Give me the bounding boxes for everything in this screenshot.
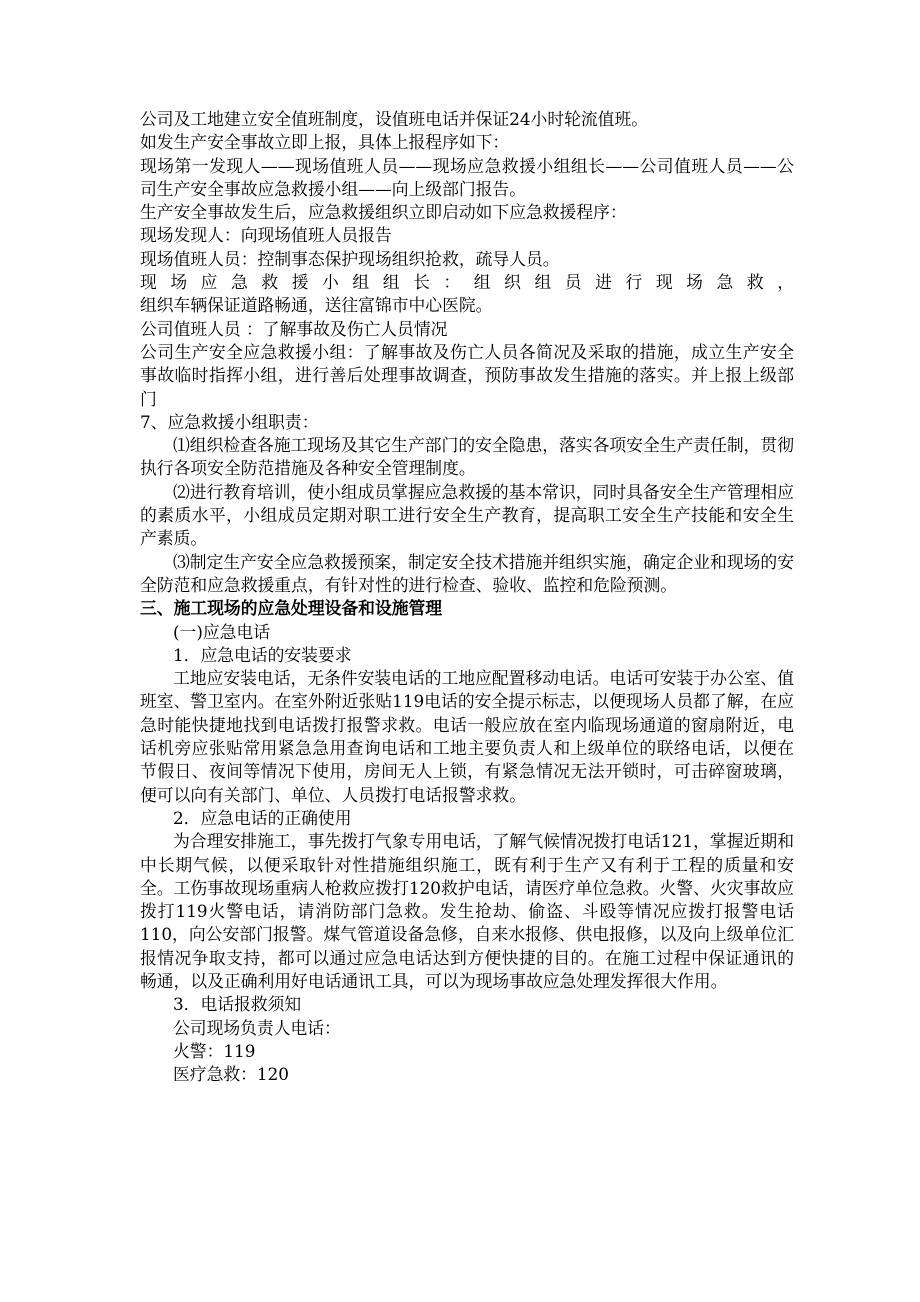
subheading-report-notice: 3．电话报救须知 [173, 994, 302, 1015]
text-fire-number: 火警：119 [173, 1040, 256, 1061]
paragraph-site-duty-staff: 现场值班人员：控制事态保护现场组织抢救，疏导人员。 [140, 248, 560, 269]
paragraph-installation: 工地应安装电话，无条件安装电话的工地应配置移动电话。电话可安装于办公室、值班室、警卫室内。在室外附近张贴119电话的安全提示标志，以便现场人员都了解，在应急时能快捷地找到电话拨打报警求救。电话一般应放在室内临现场通道的窗扇附近，电话机旁应张贴常用紧急急用查询电话和工地主要负责人和上级单位的联络电话，以便在节假日、夜间等情况下使用，房间无人上锁，有紧急情况无法开锁时，可击碎窗玻璃，便可以向有关部门、单位、人员拨打电话报警求救。 [140, 668, 794, 805]
paragraph-report-intro: 如发生产安全事故立即上报，具体上报程序如下： [140, 132, 510, 153]
paragraph-company-duty-staff: 公司值班人员 ：了解事故及伤亡人员情况 [140, 318, 448, 339]
paragraph-correct-use: 为合理安排施工，事先拨打气象专用电话，了解气候情况拨打电话121，掌握近期和中长期气候，以便采取针对性措施组织施工，既有利于生产又有利于工程的质量和安全。工伤事故现场重病人枪救应拨打120救护电话，请医疗单位急救。火警、火灾事故应拨打119火警电话，请消防部门急救。发生抢劫、偷盗、斗殴等情况应拨打报警电话110，向公安部门报警。煤气管道设备急修，自来水报修、供电报修，以及向上级单位汇报情况争取支持，都可以通过应急电话达到方便快捷的目的。在施工过程中保证通讯的畅通，以及正确利用好电话通讯工具，可以为现场事故应急处理发挥很大作用。 [140, 831, 794, 991]
subheading-emergency-phone: (一)应急电话 [173, 621, 271, 642]
section-heading-equipment: 三、施工现场的应急处理设备和设施管理 [140, 598, 443, 619]
paragraph-company-rescue-team: 公司生产安全应急救援小组：了解事故及伤亡人员各简况及采取的措施，成立生产安全事故临时指挥小组，进行善后处理事故调查，预防事故发生措施的落实。并上报上级部门 [140, 341, 794, 409]
paragraph-duty-system: 公司及工地建立安全值班制度，设值班电话并保证24小时轮流值班。 [140, 109, 649, 129]
document-page [140, 108, 794, 1086]
text-medical-number: 医疗急救：120 [173, 1064, 289, 1085]
paragraph-first-discoverer: 现场发现人：向现场值班人员报告 [140, 225, 392, 246]
list-item-duty-2: ⑵进行教育培训，使小组成员掌握应急救援的基本常识，同时具备安全生产管理相应的素质水平，小组成员定期对职工进行安全生产教育，提高职工安全生产技能和安全生产素质。 [140, 481, 794, 549]
paragraph-team-leader: 现场应急救援小组组长：组织组员进行现场急救， [140, 272, 794, 293]
subheading-correct-use: 2．应急电话的正确使用 [173, 807, 352, 828]
paragraph-team-leader-continued: 组织车辆保证道路畅通，送往富锦市中心医院。 [140, 295, 493, 316]
subheading-installation: 1．应急电话的安装要求 [173, 644, 352, 665]
text-company-contact: 公司现场负责人电话： [173, 1017, 341, 1038]
paragraph-rescue-procedure-intro: 生产安全事故发生后，应急救援组织立即启动如下应急救援程序： [140, 202, 627, 223]
paragraph-report-chain: 现场第一发现人——现场值班人员——现场应急救援小组组长——公司值班人员——公司生产安全事故应急救援小组——向上级部门报告。 [140, 155, 794, 199]
section-heading-team-duties: 7、应急救援小组职责： [140, 411, 319, 432]
list-item-duty-1: ⑴组织检查各施工现场及其它生产部门的安全隐患，落实各项安全生产责任制，贯彻执行各项安全防范措施及各种安全管理制度。 [140, 435, 794, 479]
list-item-duty-3: ⑶制定生产安全应急救援预案，制定安全技术措施并组织实施，确定企业和现场的安全防范和应急救援重点，有针对性的进行检查、验收、监控和危险预测。 [140, 551, 794, 595]
